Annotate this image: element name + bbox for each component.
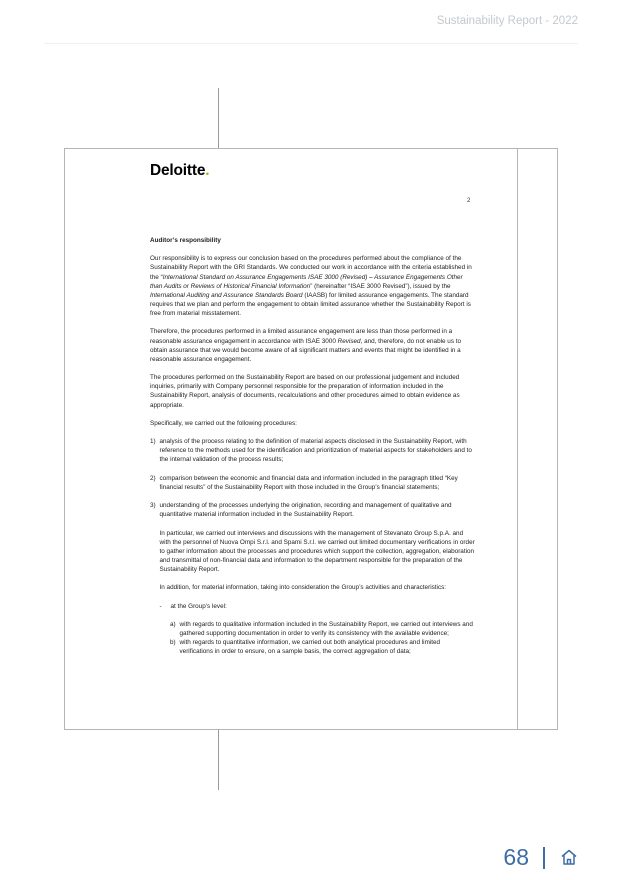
crop-mark-bottom [218, 730, 219, 790]
report-title: Sustainability Report - 2022 [436, 15, 578, 27]
list-item: 3) understanding of the processes underlying the origination, recording and management of qualitative and quantitative material information included in the Sustainability Report. [150, 502, 452, 519]
crop-mark-top [218, 88, 219, 148]
header-divider [44, 43, 578, 44]
sub-list-item: b) with regards to quantitative information, we carried out both analytical procedures and limited verifications in order to ensure, on a sample basis, the correct aggregation of data; [170, 639, 441, 656]
dash-list-item: - at the Group’s level: [159, 602, 227, 610]
letter-page-number: 2 [467, 198, 471, 204]
paragraph-responsibility: Our responsibility is to express our conclusion based on the procedures performed about the compliance of the Sustainability Report with the GRI Standards. We conducted our work in accordance with the criteria established in the “International Standard on Assurance Engagements ISAE 3000 (Revised) – Assurance Engagements Other than Audits or Reviews of Historical Financial Information” (hereinafter “ISAE 3000 Revised”), issued by the International Auditing and Assurance Standards Board (IAASB) for limited assurance engagements. The standard requires that we plan and perform the engagement to obtain limited assurance whether the Sustainability Report is free from material misstatement. [150, 255, 472, 318]
paragraph-procedures: The procedures performed on the Sustainability Report are based on our professional judgement and included inquiries, primarily with Company personnel responsible for the preparation of information included in the Sustainability Report, analysis of documents, recalculations and other procedures aimed to obtain evidence as appropriate. [150, 374, 460, 409]
list-item: 2) comparison between the economic and financial data and information included in the paragraph titled “Key financial results” of the Sustainability Report with those included in the Group’s financial statements; [150, 474, 458, 491]
footer-separator [543, 847, 545, 869]
letter-body [150, 236, 475, 657]
section-heading: Auditor’s responsibility [150, 237, 221, 244]
letter-margin-line [517, 148, 518, 730]
list-item: 1) analysis of the process relating to the definition of material aspects disclosed in the Sustainability Report, with reference to the methods used for the identification and prioritization of material aspects for stakeholders and to the internal validation of the process results; [150, 438, 472, 464]
home-icon[interactable] [560, 848, 578, 866]
deloitte-logo: Deloitte. [150, 162, 210, 179]
paragraph-limited-assurance: Therefore, the procedures performed in a limited assurance engagement are less than those performed in a reasonable assurance engagement in accordance with ISAE 3000 Revised, and, therefore, do not enable us to obtain assurance that we would become aware of all significant matters and events that might be identified in a reasonable assurance engagement. [150, 328, 462, 363]
page-number: 68 [503, 844, 529, 870]
paragraph-interviews: In particular, we carried out interviews and discussions with the management of Stevanato Group S.p.A. and with the personnel of Nuova Ompi S.r.l. and Spami S.r.l. we carried out limited documentary verifications in order to gather information about the processes and procedures which support the collection, aggregation, elaboration and transmittal of non-financial data and information to the department responsible for the preparation of the Sustainability Report. [159, 529, 475, 574]
paragraph-specifically: Specifically, we carried out the following procedures: [150, 419, 297, 427]
sub-list-item: a) with regards to qualitative information included in the Sustainability Report, we carried out interviews and gathered supporting documentation in order to verify its consistency with the available evidence; [170, 620, 473, 638]
paragraph-material-information: In addition, for material information, taking into consideration the Group’s activities and characteristics: [159, 584, 447, 592]
